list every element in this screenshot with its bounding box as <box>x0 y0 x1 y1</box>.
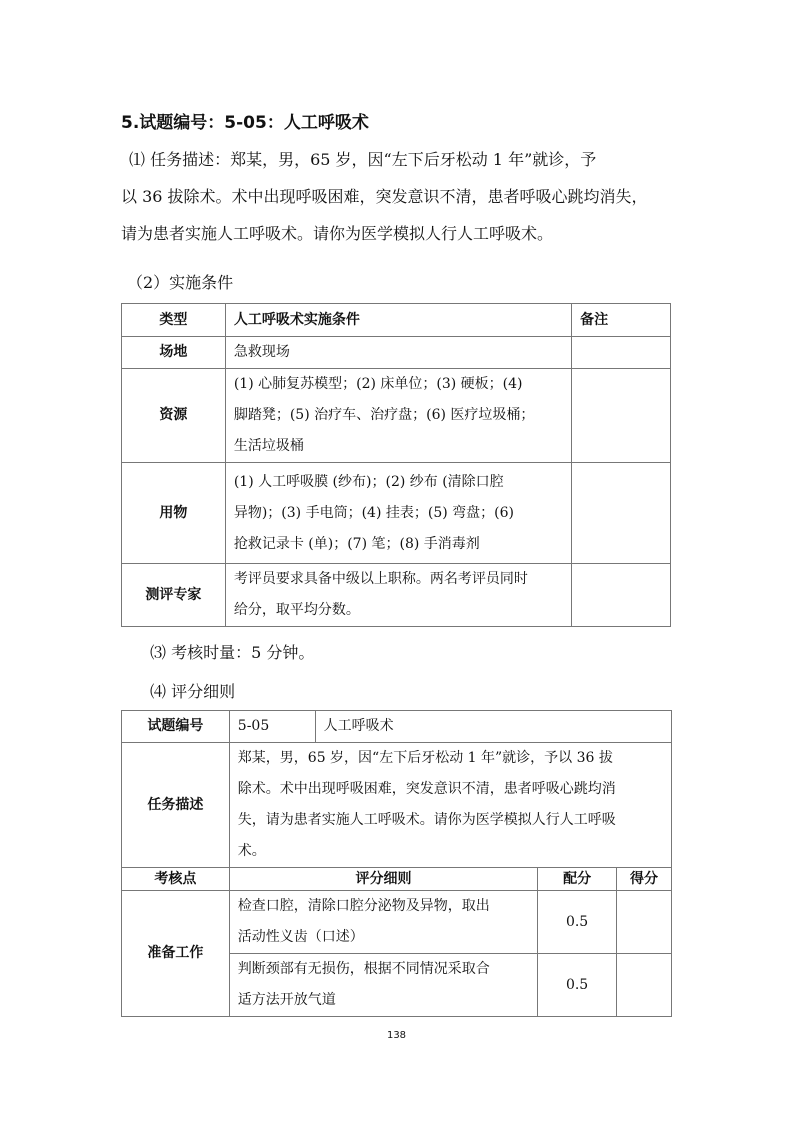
row-label: 场地 <box>122 337 226 369</box>
scoring-table <box>121 710 672 1017</box>
cell-line: 适方法开放气道 <box>237 992 336 1008</box>
remark-cell <box>572 369 671 463</box>
cell-line: 郑某，男，65 岁，因“左下后牙松动 1 年”就诊，予以 36 拔 <box>237 750 613 766</box>
task-description <box>121 141 681 252</box>
row-label: 试题编号 <box>122 711 230 743</box>
remark-cell <box>572 337 671 369</box>
text-line: 以 36 拔除术。术中出现呼吸困难，突发意识不清，患者呼吸心跳均消失， <box>121 187 648 206</box>
cell-line: (1) 心肺复苏模型；(2) 床单位；(3) 硬板；(4) <box>233 376 523 392</box>
cell-line: 术。 <box>237 843 266 859</box>
group-label: 准备工作 <box>122 891 230 1017</box>
header-cell: 类型 <box>122 304 226 337</box>
cell-line: 判断颈部有无损伤，根据不同情况采取合 <box>237 961 490 977</box>
cell <box>225 337 571 369</box>
header-cell: 得分 <box>617 868 672 891</box>
criteria-cell <box>229 891 537 954</box>
section-scoring-heading: ⑷ 评分细则 <box>150 682 236 701</box>
text-line: 请为患者实施人工呼吸术。请你为医学模拟人行人工呼吸术。 <box>121 224 554 243</box>
conditions-table <box>121 303 671 627</box>
row-label: 测评专家 <box>122 564 226 627</box>
section-title: 5.试题编号：5-05：人工呼吸术 <box>121 113 369 133</box>
cell-line: (1) 人工呼吸膜 (纱布)；(2) 纱布 (清除口腔 <box>233 473 504 490</box>
cell-line: 检查口腔，清除口腔分泌物及异物，取出 <box>237 898 490 914</box>
score-cell <box>617 954 672 1017</box>
cell-line: 给分，取平均分数。 <box>233 602 360 618</box>
cell-line: 考评员要求具备中级以上职称。两名考评员同时 <box>233 571 528 587</box>
remark-cell <box>572 463 671 564</box>
cell-line: 活动性义齿（口述） <box>237 929 364 945</box>
cell-line: 失，请为患者实施人工呼吸术。请你为医学模拟人行人工呼吸 <box>237 812 616 828</box>
cell-line: 急救现场 <box>233 344 290 360</box>
header-cell: 人工呼吸术实施条件 <box>225 304 571 337</box>
remark-cell <box>572 564 671 627</box>
description-cell <box>229 743 671 868</box>
header-cell: 评分细则 <box>229 868 537 891</box>
cell <box>225 369 571 463</box>
row-label: 资源 <box>122 369 226 463</box>
cell-line: 异物)；(3) 手电筒；(4) 挂表；(5) 弯盘；(6) <box>233 504 514 521</box>
cell-line: 脚踏凳；(5) 治疗车、治疗盘；(6) 医疗垃圾桶； <box>233 407 535 423</box>
section-conditions-heading: （2）实施条件 <box>127 273 234 292</box>
header-cell: 考核点 <box>122 868 230 891</box>
cell <box>225 463 571 564</box>
cell-line: 除术。术中出现呼吸困难，突发意识不清，患者呼吸心跳均消 <box>237 781 616 797</box>
cell <box>225 564 571 627</box>
header-cell: 备注 <box>572 304 671 337</box>
score-cell <box>617 891 672 954</box>
header-cell: 配分 <box>538 868 617 891</box>
text-line: ⑴ 任务描述：郑某，男，65 岁，因“左下后牙松动 1 年”就诊，予 <box>129 150 597 169</box>
exam-id: 5-05 <box>229 711 315 743</box>
row-label: 用物 <box>122 463 226 564</box>
page-number: 138 <box>386 1030 407 1041</box>
points-cell: 0.5 <box>538 954 617 1017</box>
exam-time: ⑶ 考核时量：5 分钟。 <box>150 643 315 662</box>
row-label: 任务描述 <box>122 743 230 868</box>
criteria-cell <box>229 954 537 1017</box>
exam-name: 人工呼吸术 <box>315 711 671 743</box>
points-cell: 0.5 <box>538 891 617 954</box>
cell-line: 抢救记录卡 (单)；(7) 笔；(8) 手消毒剂 <box>233 535 480 552</box>
cell-line: 生活垃圾桶 <box>233 438 304 454</box>
